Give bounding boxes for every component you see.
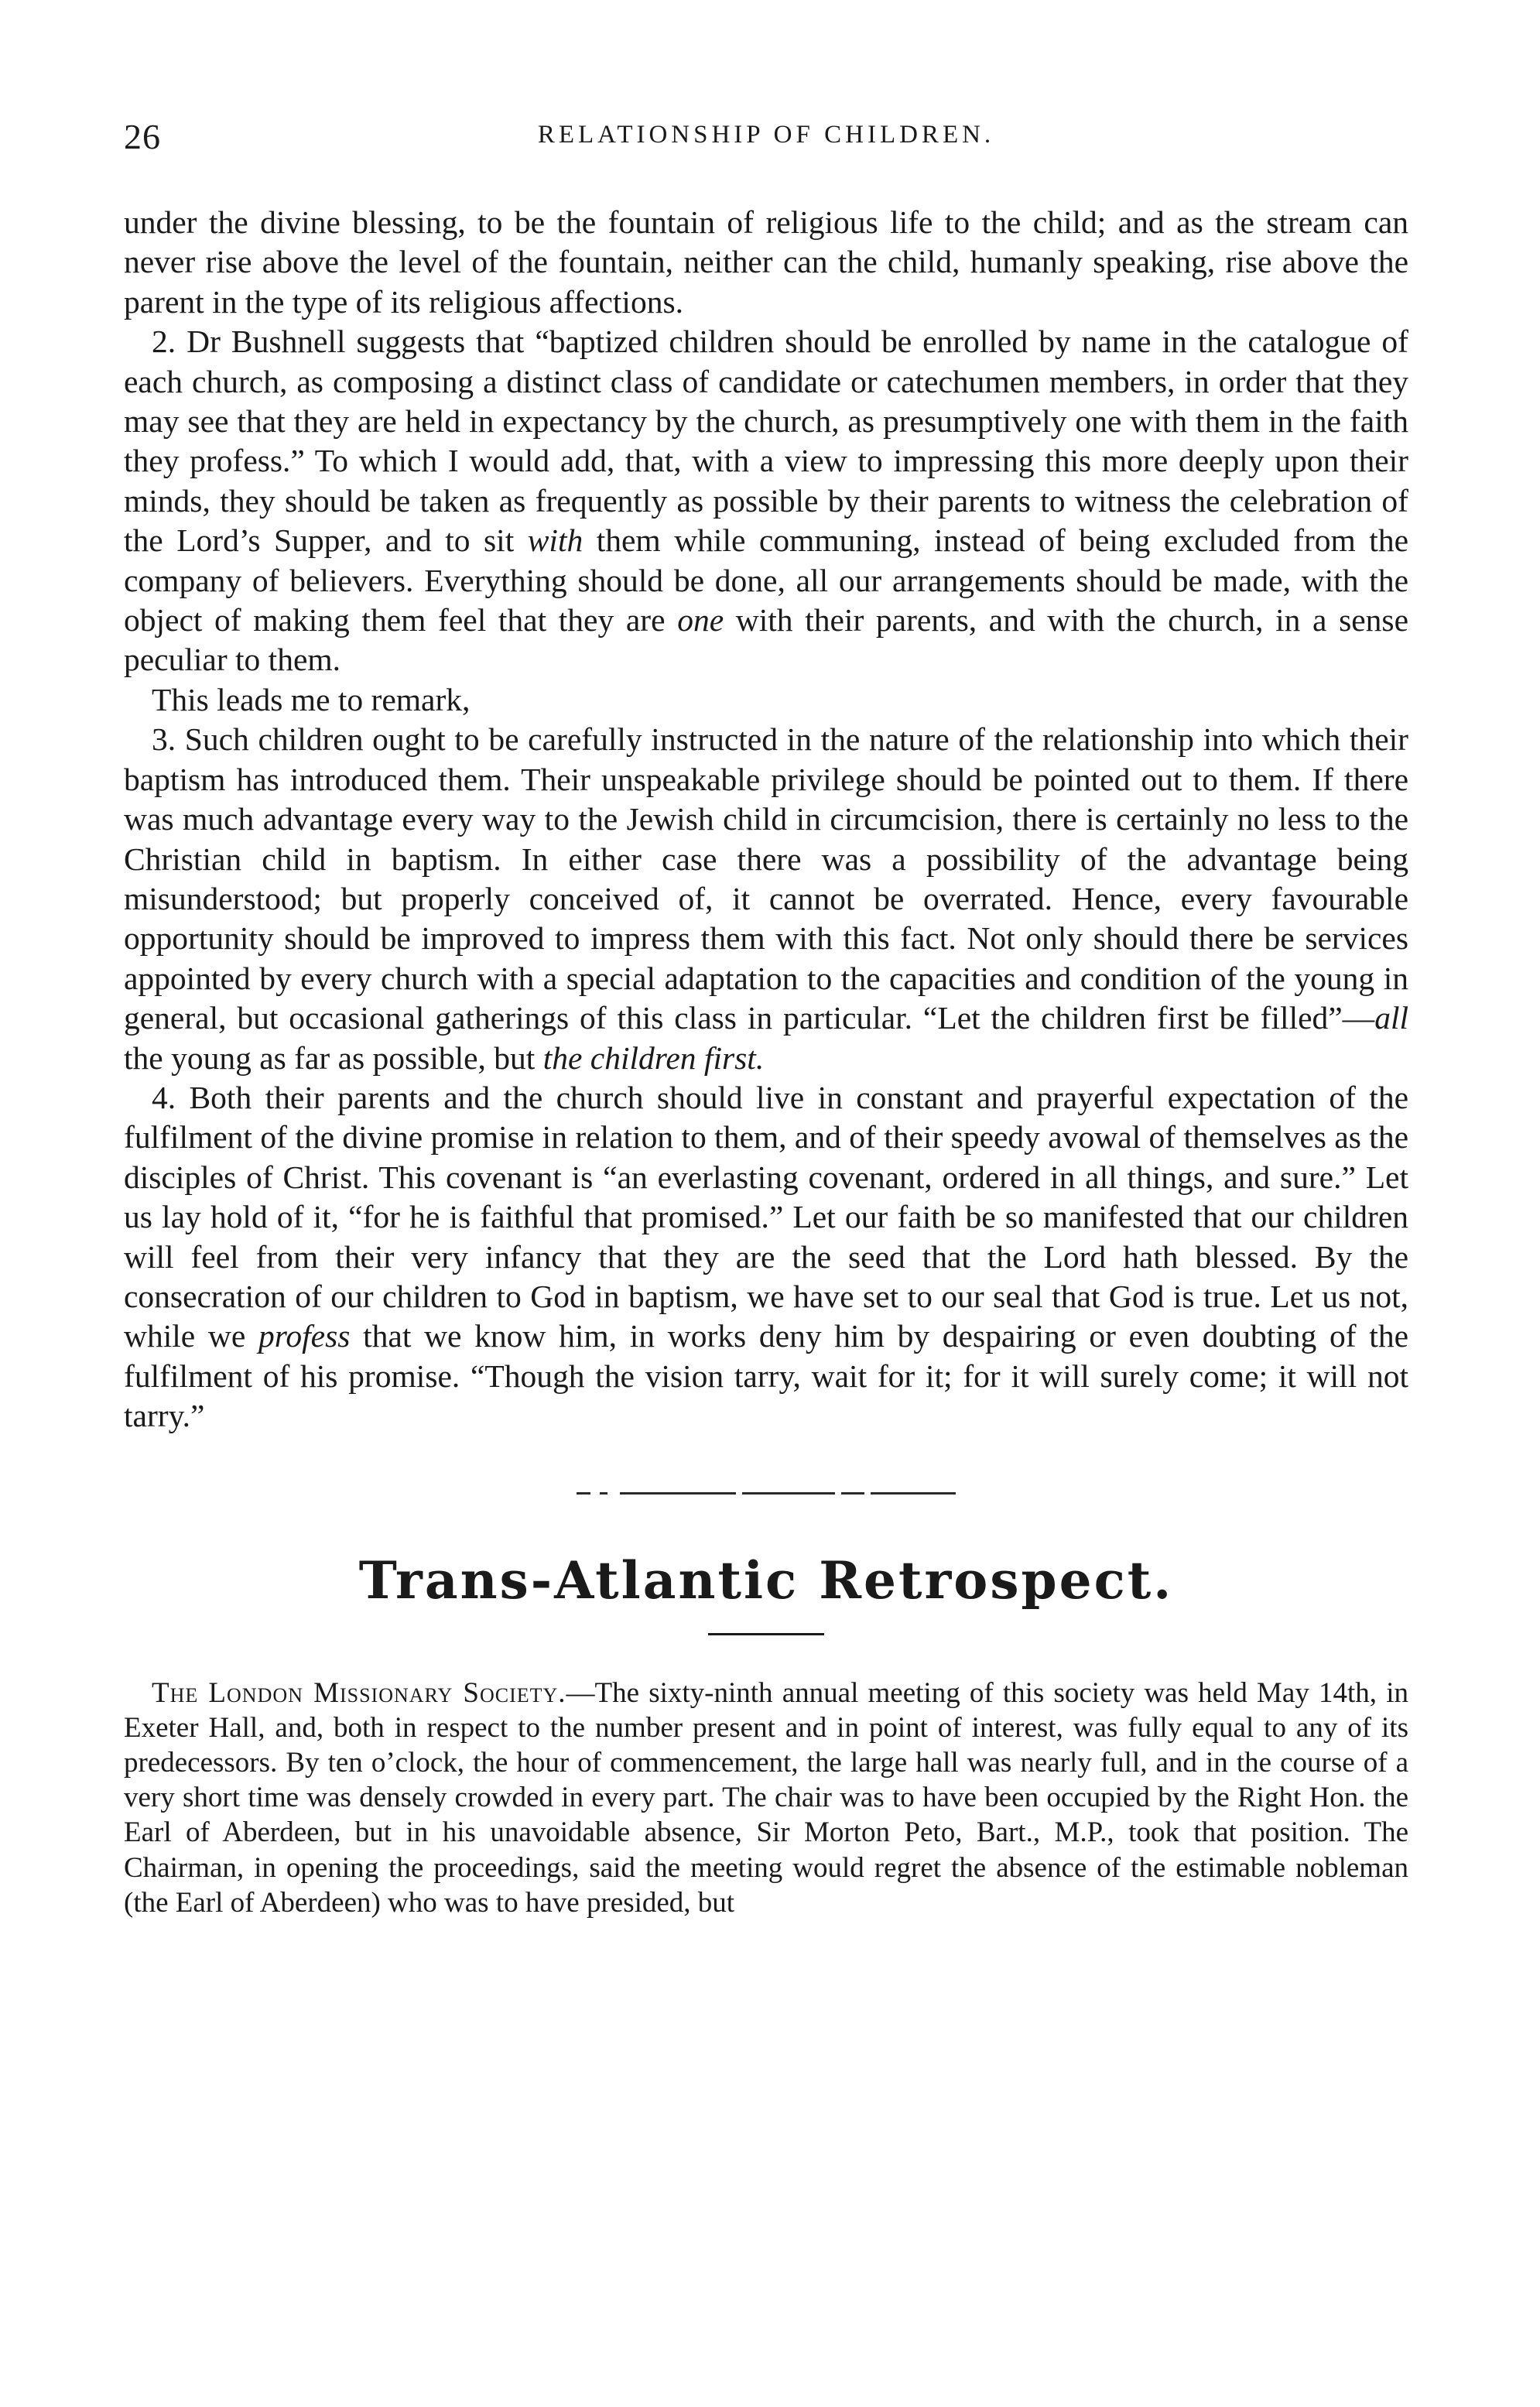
paragraph-text: that we know him, in works deny him by despairing or even doubting of the fulfilment of his promise. “Though the vision tarry, wait for it; for it will surely come; it will not tarry.” [124, 1318, 1408, 1434]
paragraph-transition [124, 680, 1408, 720]
paragraph-continuation [124, 203, 1408, 322]
emphasis-text: profess [258, 1318, 351, 1354]
running-title: RELATIONSHIP OF CHILDREN. [537, 121, 995, 149]
emphasis-text: the children first. [542, 1039, 765, 1076]
emphasis-text: with [527, 522, 583, 559]
body-text [124, 203, 1408, 1436]
section-text [124, 1676, 1408, 1920]
paragraph-text: the young as far as possible, but [124, 1039, 543, 1076]
emphasis-text: one [677, 602, 724, 639]
section-heading: Trans-Atlantic Retrospect. [358, 1549, 1174, 1611]
paragraph-point-4 [124, 1078, 1408, 1436]
paragraph-point-3 [124, 720, 1408, 1078]
paragraph-text: them while communing, instead of being excluded from the company of believers. Everything should be done, all our arrangements should be made, with the object of making them feel that they are [124, 522, 1408, 639]
paragraph-text: 3. Such children ought to be carefully instructed in the nature of the relationship into which their baptism has introduced them. Their unspeakable privilege should be pointed out to them. If there was much advantage every way to the Jewish child in circumcision, there is certainly no less to the Christian child in baptism. In either case there was a possibility of the advantage being misunderstood; but properly conceived of, it cannot be overrated. Hence, every favourable opportunity should be improved to impress them with this fact. Not only should there be services appointed by every church with a special adaptation to the capacities and condition of the young in general, but occasional gatherings of this class in particular. “Let the children first be filled”— [124, 721, 1408, 1036]
paragraph-text: This leads me to remark, [152, 681, 471, 717]
paragraph-text: 4. Both their parents and the church should live in constant and prayerful expectation of the fulfilment of the divine promise in relation to them, and of their speedy avowal of themselves as the disciples of Christ. This covenant is “an everlasting covenant, ordered in all things, and sure.” Let us lay hold of it, “for he is faithful that promised.” Let our faith be so manifested that our children will feel from their very infancy that they are the seed that the Lord hath blessed. By the consecration of our children to God in baptism, we have set to our seal that God is true. Let us not, while we [124, 1079, 1408, 1354]
document-page [124, 116, 1408, 1920]
paragraph-text: with their parents, and with the church, in a sense peculiar to them. [124, 602, 1408, 678]
paragraph-point-2 [124, 322, 1408, 680]
heading-rule [708, 1633, 824, 1635]
page-number: 26 [124, 117, 161, 156]
paragraph-text: under the divine blessing, to be the fountain of religious life to the child; and as the stream can never rise above the level of the fountain, neither can the child, humanly speaking, rise above the parent in the type of its religious affections. [124, 204, 1408, 320]
paragraph-text: —The sixty-ninth annual meeting of this society was held May 14th, in Exeter Hall, and, both in respect to the number present and in point of interest, was fully equal to any of its predecessors. By ten o’clock, the hour of commencement, the large hall was nearly full, and in the course of a very short time was densely crowded in every part. The chair was to have been occupied by the Right Hon. the Earl of Aberdeen, but in his unavoidable absence, Sir Morton Peto, Bart., M.P., took that position. The Chairman, in opening the proceedings, said the meeting would regret the absence of the estimable nobleman (the Earl of Aberdeen) who was to have presided, but [124, 1676, 1408, 1919]
section-divider-ornament [577, 1488, 956, 1500]
running-header [124, 116, 1408, 163]
emphasis-text: all [1374, 1000, 1408, 1036]
section-paragraph [124, 1676, 1408, 1920]
paragraph-text: 2. Dr Bushnell suggests that “baptized children should be enrolled by name in the catalogue of each church, as composing a distinct class of candidate or catechumen members, in order that they may see that they are held in expectancy by the church, as presumptively one with them in the faith they profess.” To which I would add, that, with a view to impressing this more deeply upon their minds, they should be taken as frequently as possible by their parents to witness the celebration of the Lord’s Supper, and to sit [124, 324, 1408, 559]
lead-smallcaps: The London Missionary Society. [152, 1676, 566, 1709]
